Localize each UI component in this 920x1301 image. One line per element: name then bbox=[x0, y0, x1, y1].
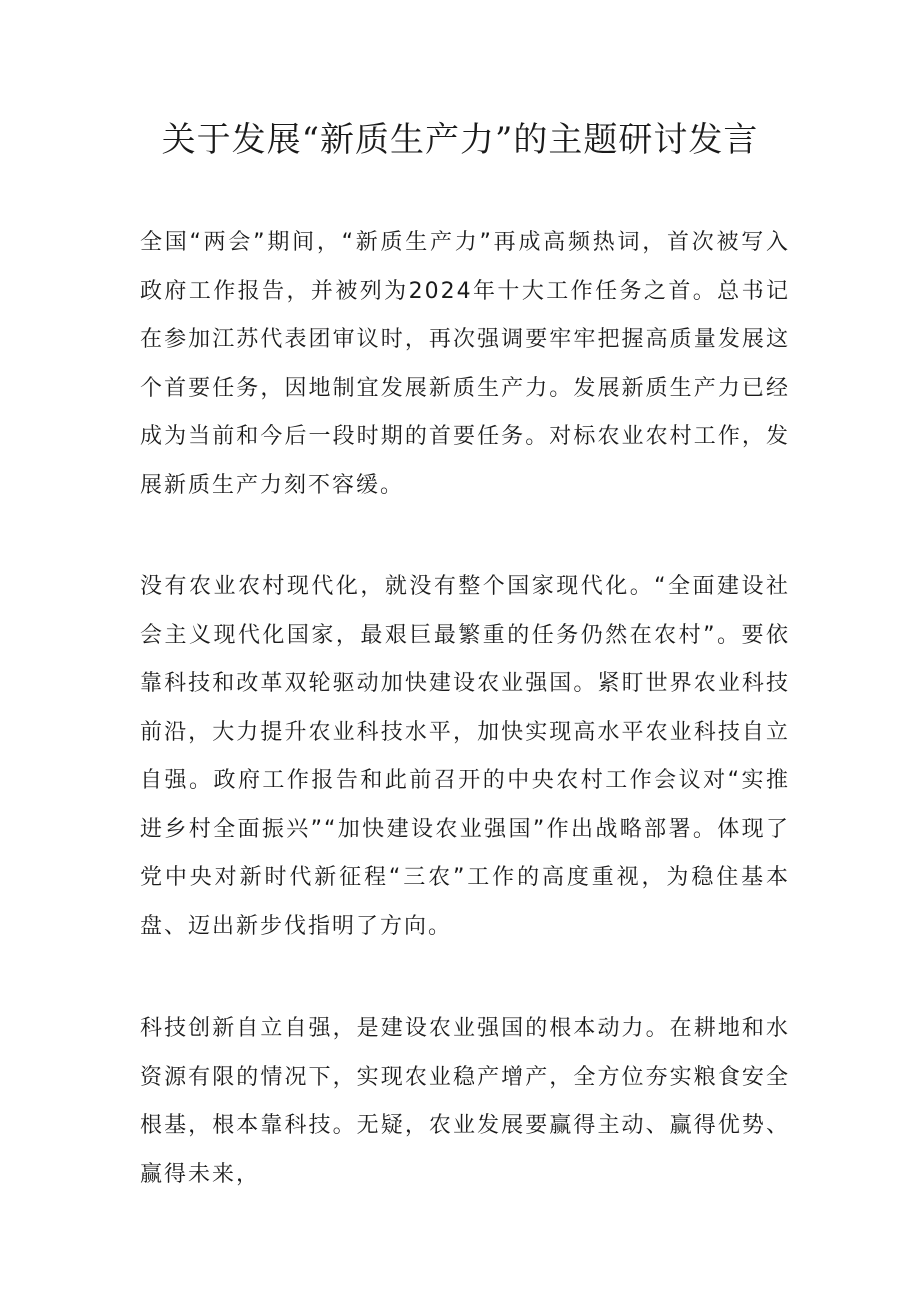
paragraph-2: 没有农业农村现代化，就没有整个国家现代化。“全面建设社会主义现代化国家，最艰巨最繁重的任务仍然在农村”。要依靠科技和改革双轮驱动加快建设农业强国。紧盯世界农业科技前沿，大力提升农业科技水平，加快实现高水平农业科技自立自强。政府工作报告和此前召开的中央农村工作会议对“实推进乡村全面振兴”“加快建设农业强国”作出战略部署。体现了党中央对新时代新征程“三农”工作的高度重视，为稳住基本盘、迈出新步伐指明了方向。 bbox=[140, 574, 790, 939]
paragraph-1: 全国“两会”期间，“新质生产力”再成高频热词，首次被写入政府工作报告，并被列为2024年十大工作任务之首。总书记在参加江苏代表团审议时，再次强调要牢牢把握高质量发展这个首要任务，因地制宜发展新质生产力。发展新质生产力已经成为当前和今后一段时期的首要任务。对标农业农村工作，发展新质生产力刻不容缓。 bbox=[140, 230, 790, 498]
paragraph-3: 科技创新自立自强，是建设农业强国的根本动力。在耕地和水资源有限的情况下，实现农业稳产增产，全方位夯实粮食安全根基，根本靠科技。无疑，农业发展要赢得主动、赢得优势、赢得未来， bbox=[140, 1016, 790, 1187]
document-title: 关于发展“新质生产力”的主题研讨发言 bbox=[161, 120, 759, 160]
